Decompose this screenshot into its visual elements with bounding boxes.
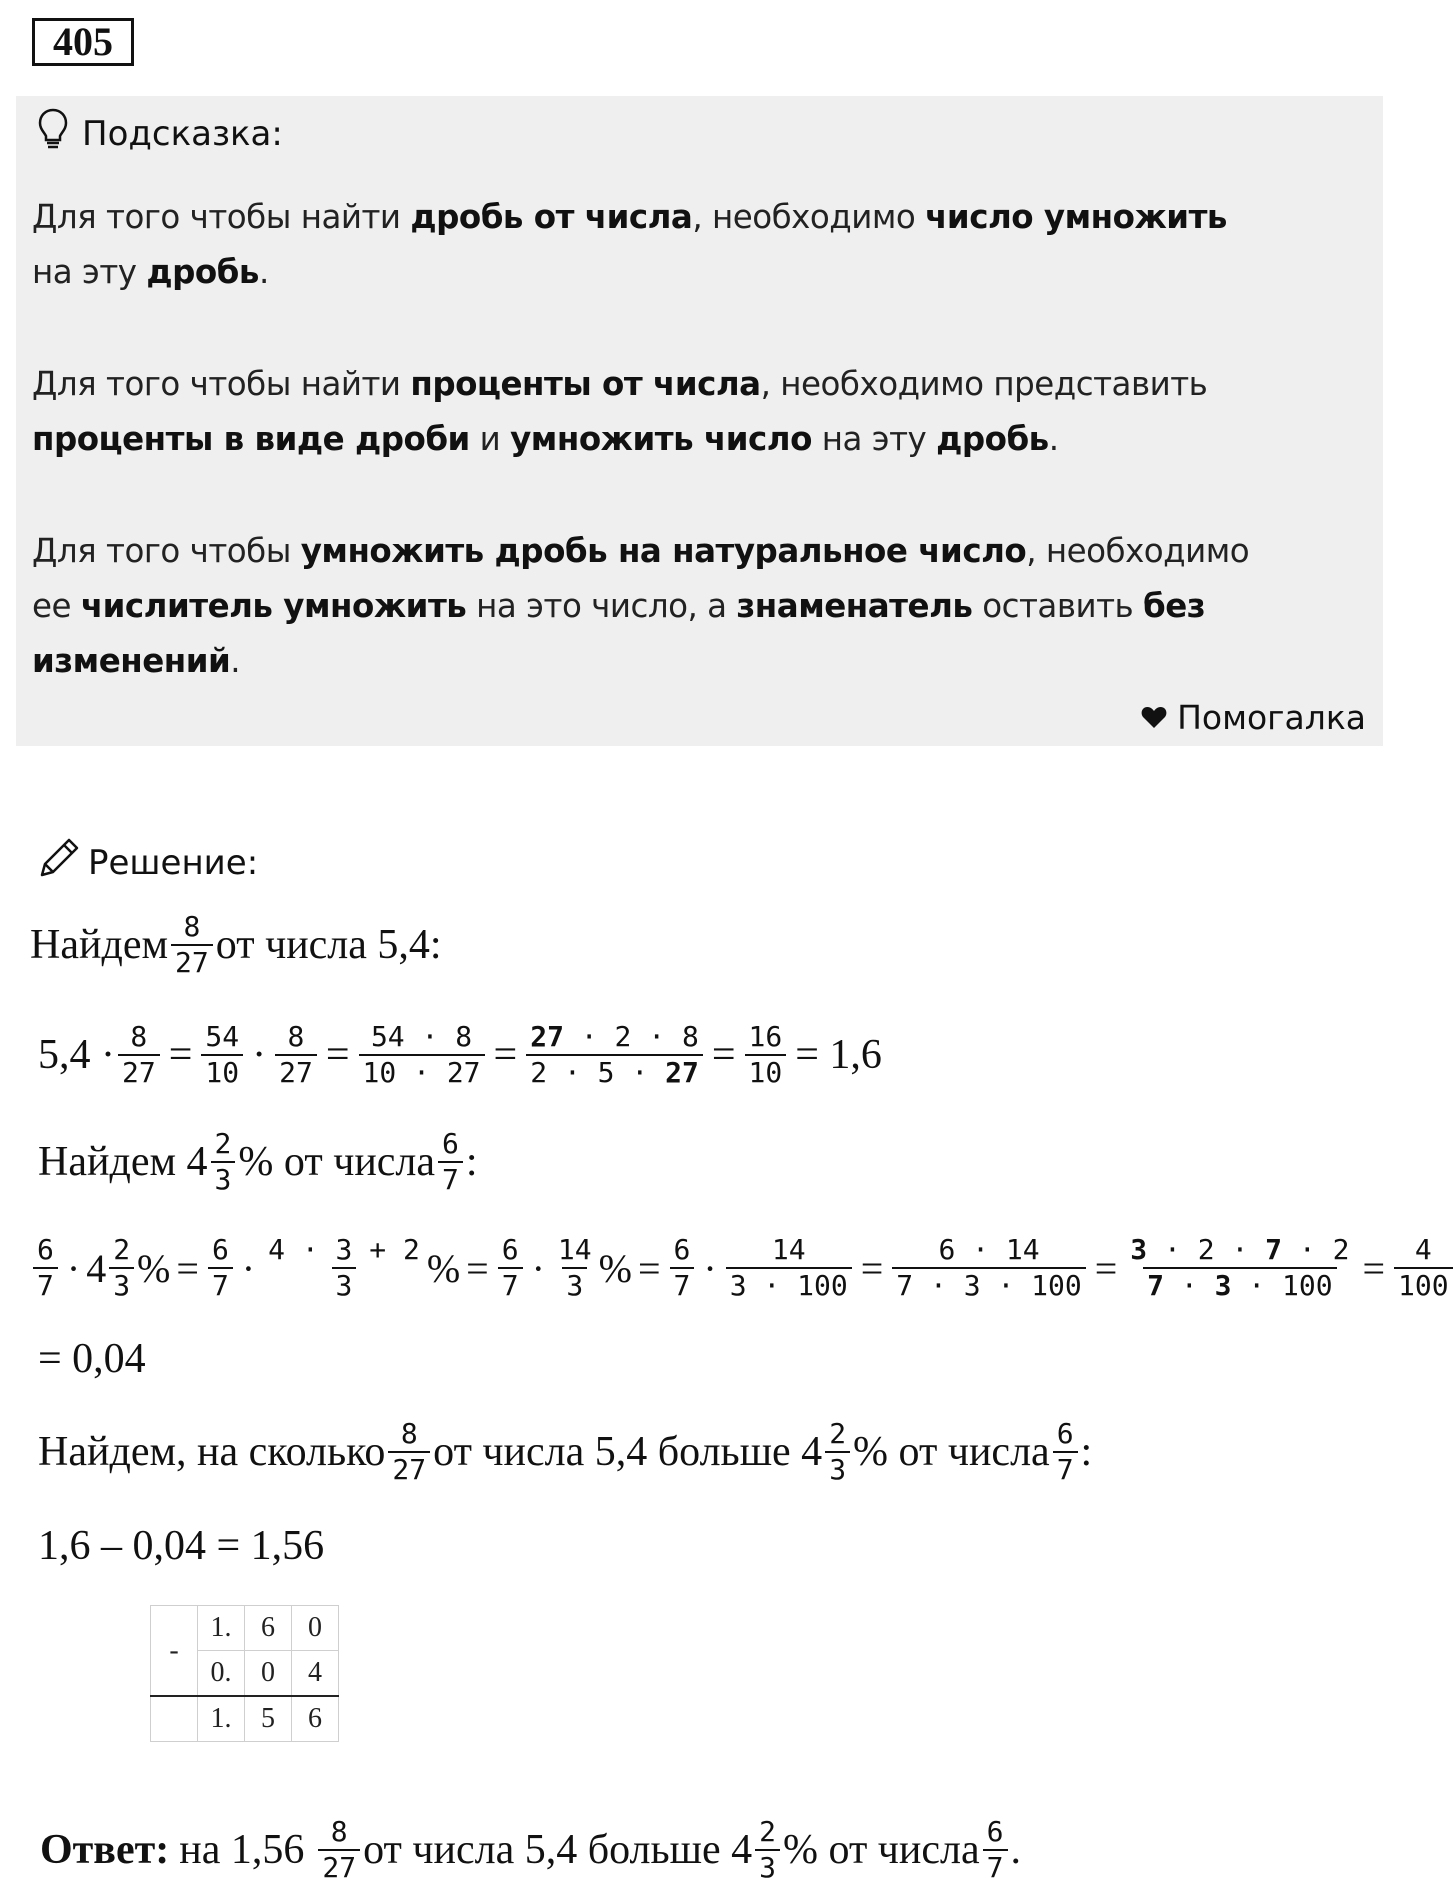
column-subtraction-table [150,1605,339,1742]
fraction: $\frac{2}{3}$ [211,1127,236,1197]
table-cell: 0. [198,1651,245,1697]
fraction: $\frac{6}{7}$ [498,1233,523,1303]
table-cell: 6 [292,1696,339,1742]
fraction: $\frac{8}{27}$ [275,1020,317,1090]
hint-brand: Помогалка [1141,698,1366,737]
solution-line-7: 1,6 – 0,04 = 1,56 [38,1523,325,1569]
table-cell: 4 [292,1651,339,1697]
solution-line-1: Найдем $\frac{8}{27}$ от числа 5,4: [30,910,442,979]
fraction: $\frac{8}{27}$ [171,910,213,980]
answer-line: Ответ: на 1,56 $\frac{8}{27}$ от числа 5,4 больше 4 $\frac{2}{3}$ % от числа $\frac{6}{7}$ . [40,1815,1022,1884]
fraction: $\frac{6}{7}$ [33,1233,58,1303]
solution-line-4: $\frac{6}{7}$ · 4 $\frac{2}{3}$ % = $\frac{6}{7}$ · $\frac{4 \cdot 3 + 2}{3}$ % = $\frac{6}{7}$ · $\frac{14}{3}$ % = $\frac{6}{7}$ · $\frac{14}{3 \cdot 100}$ = $\frac{6 \cdot 14}{7 \cdot 3 \cdot 100}$ = $\frac{3 \cdot 2 \cdot 7 \cdot 2}{7 \cdot 3 \cdot 100}$ = $\frac{4}{100}$ [30,1233,1456,1303]
fraction: $\frac{27 \cdot 2 \cdot 8}{2 \cdot 5 \cdot 27}$ [526,1020,703,1090]
fraction: $\frac{2}{3}$ [825,1417,850,1487]
fraction: $\frac{14}{3}$ [557,1233,592,1302]
task-number: 405 [32,18,134,66]
hint-paragraph-1: Для того чтобы найти дробь от числа, необходимо число умножить на эту дробь. [32,198,1227,291]
hint-paragraph-2: Для того чтобы найти проценты от числа, необходимо представить проценты в виде дроби и умножить число на эту дробь. [32,365,1208,458]
hint-title [38,108,283,159]
table-cell: 5 [245,1696,292,1742]
hint-title-text: Подсказка: [82,113,283,154]
fraction: $\frac{54 \cdot 8}{10 \cdot 27}$ [359,1020,485,1090]
table-cell: 6 [245,1606,292,1651]
table-cell: 0 [292,1606,339,1651]
solution-line-3: Найдем 4 $\frac{2}{3}$ % от числа $\frac{6}{7}$ : [38,1127,478,1196]
heart-icon [1141,698,1167,737]
fraction: $\frac{2}{3}$ [109,1233,134,1303]
table-cell [151,1696,198,1742]
fraction: $\frac{14}{3 \cdot 100}$ [726,1233,852,1303]
fraction: $\frac{8}{27}$ [388,1417,430,1487]
table-cell: 0 [245,1651,292,1697]
table-cell: 1. [198,1696,245,1742]
fraction: $\frac{6 \cdot 14}{7 \cdot 3 \cdot 100}$ [892,1233,1085,1303]
fraction: $\frac{3 \cdot 2 \cdot 7 \cdot 2}{7 \cdot 3 \cdot 100}$ [1130,1233,1350,1302]
fraction: $\frac{6}{7}$ [438,1127,463,1197]
fraction: $\frac{6}{7}$ [670,1233,695,1303]
solution-line-2: 5,4 · $\frac{8}{27}$ = $\frac{54}{10}$ · $\frac{8}{27}$ = $\frac{54 \cdot 8}{10 \cdot 27}$ = $\frac{27 \cdot 2 \cdot 8}{2 \cdot 5 \cdot 27}$ = $\frac{16}{10}$ = 1,6 [38,1020,882,1089]
fraction: $\frac{8}{27}$ [118,1020,160,1090]
fraction: $\frac{8}{27}$ [318,1815,360,1885]
pencil-icon [36,835,82,890]
fraction: $\frac{2}{3}$ [755,1815,780,1885]
solution-title: Решение: [36,835,258,890]
fraction: $\frac{6}{7}$ [983,1815,1008,1885]
table-cell: - [151,1606,198,1697]
table-cell: 1. [198,1606,245,1651]
hint-paragraph-3: Для того чтобы умножить дробь на натуральное число, необходимо ее числитель умножить на это число, а знаменатель оставить без изменений. [32,532,1250,680]
solution-line-5: = 0,04 [38,1336,146,1382]
fraction: $\frac{4 \cdot 3 + 2}{3}$ [268,1233,420,1302]
solution-line-6: Найдем, на сколько $\frac{8}{27}$ от числа 5,4 больше 4 $\frac{2}{3}$ % от числа $\frac{6}{7}$ : [38,1417,1093,1486]
table-row [151,1606,339,1651]
fraction: $\frac{6}{7}$ [208,1233,233,1303]
lightbulb-icon [38,108,68,159]
fraction: $\frac{16}{10}$ [745,1020,787,1090]
table-row [151,1696,339,1742]
fraction: $\frac{6}{7}$ [1053,1417,1078,1487]
fraction: $\frac{4}{100}$ [1394,1233,1453,1303]
fraction: $\frac{54}{10}$ [201,1020,243,1090]
